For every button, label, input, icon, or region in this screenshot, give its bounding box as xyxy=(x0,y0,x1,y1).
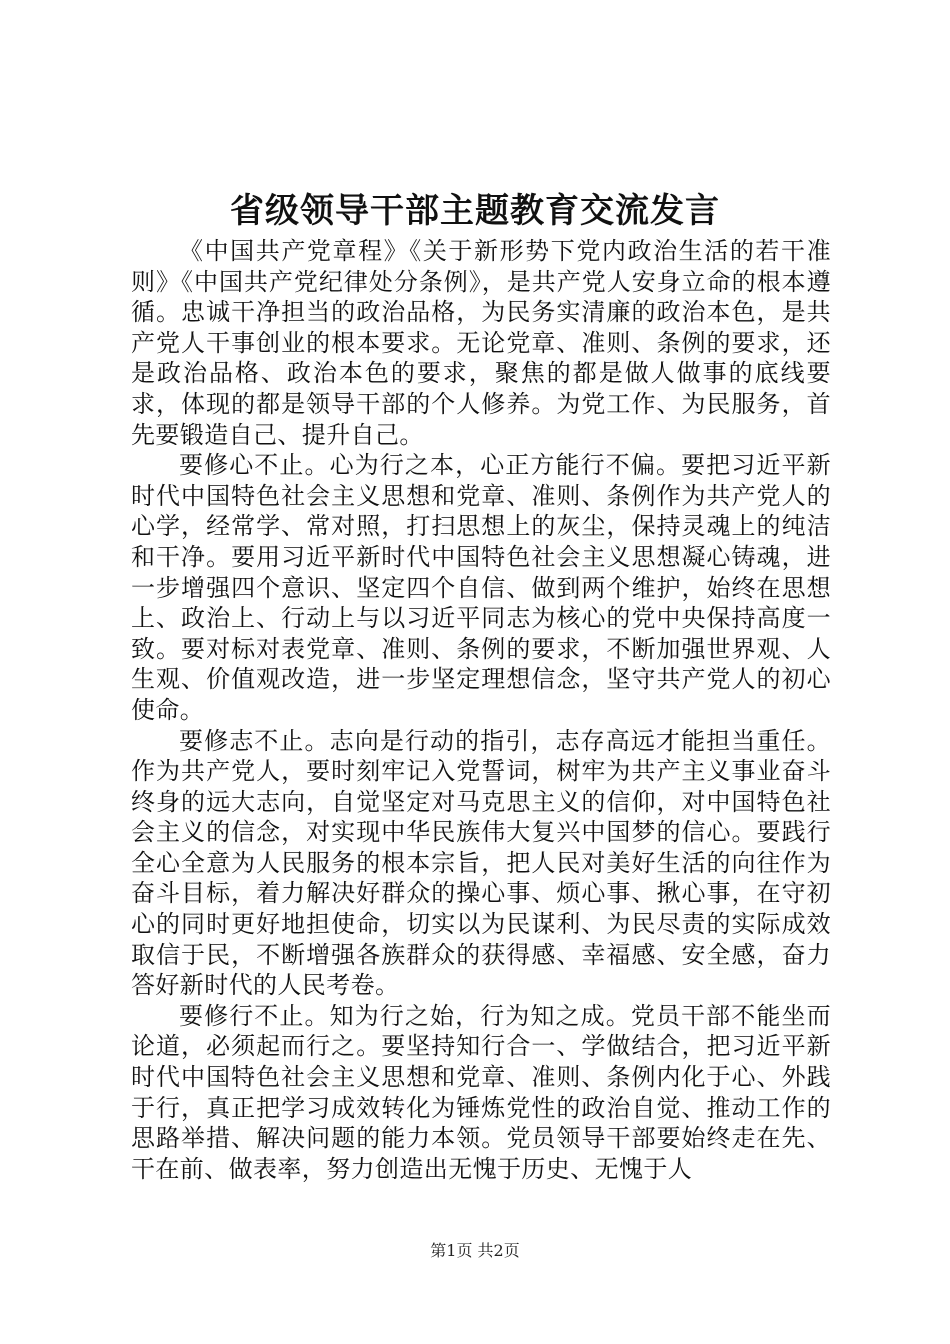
document-title: 省级领导干部主题教育交流发言 xyxy=(230,191,720,231)
document-body xyxy=(131,236,831,1184)
paragraph-xiuxing: 要修行不止。知为行之始，行为知之成。党员干部不能坐而论道，必须起而行之。要坚持知行合一、学做结合，把习近平新时代中国特色社会主义思想和党章、准则、条例内化于心、外践于行，真正把学习成效转化为锤炼党性的政治自觉、推动工作的思路举措、解决问题的能力本领。党员领导干部要始终走在先、干在前、做表率，努力创造出无愧于历史、无愧于人 xyxy=(131,1001,831,1183)
paragraph-xiuxin: 要修心不止。心为行之本，心正方能行不偏。要把习近平新时代中国特色社会主义思想和党章、准则、条例作为共产党人的心学，经常学、常对照，打扫思想上的灰尘，保持灵魂上的纯洁和干净。要用习近平新时代中国特色社会主义思想凝心铸魂，进一步增强四个意识、坚定四个自信、做到两个维护，始终在思想上、政治上、行动上与以习近平同志为核心的党中央保持高度一致。要对标对表党章、准则、条例的要求，不断加强世界观、人生观、价值观改造，进一步坚定理想信念，坚守共产党人的初心使命。 xyxy=(131,451,831,724)
paragraph-xiuzhi: 要修志不止。志向是行动的指引，志存高远才能担当重任。作为共产党人，要时刻牢记入党誓词，树牢为共产主义事业奋斗终身的远大志向，自觉坚定对马克思主义的信仰，对中国特色社会主义的信念，对实现中华民族伟大复兴中国梦的信心。要践行全心全意为人民服务的根本宗旨，把人民对美好生活的向往作为奋斗目标，着力解决好群众的操心事、烦心事、揪心事，在守初心的同时更好地担使命，切实以为民谋利、为民尽责的实际成效取信于民，不断增强各族群众的获得感、幸福感、安全感，奋力答好新时代的人民考卷。 xyxy=(131,726,831,1000)
page-number-footer: 第1页 共2页 xyxy=(430,1241,520,1260)
paragraph-intro: 《中国共产党章程》《关于新形势下党内政治生活的若干准则》《中国共产党纪律处分条例》，是共产党人安身立命的根本遵循。忠诚干净担当的政治品格，为民务实清廉的政治本色，是共产党人干事创业的根本要求。无论党章、准则、条例的要求，还是政治品格、政治本色的要求，聚焦的都是做人做事的底线要求，体现的都是领导干部的个人修养。为党工作、为民服务，首先要锻造自己、提升自己。 xyxy=(131,237,831,449)
